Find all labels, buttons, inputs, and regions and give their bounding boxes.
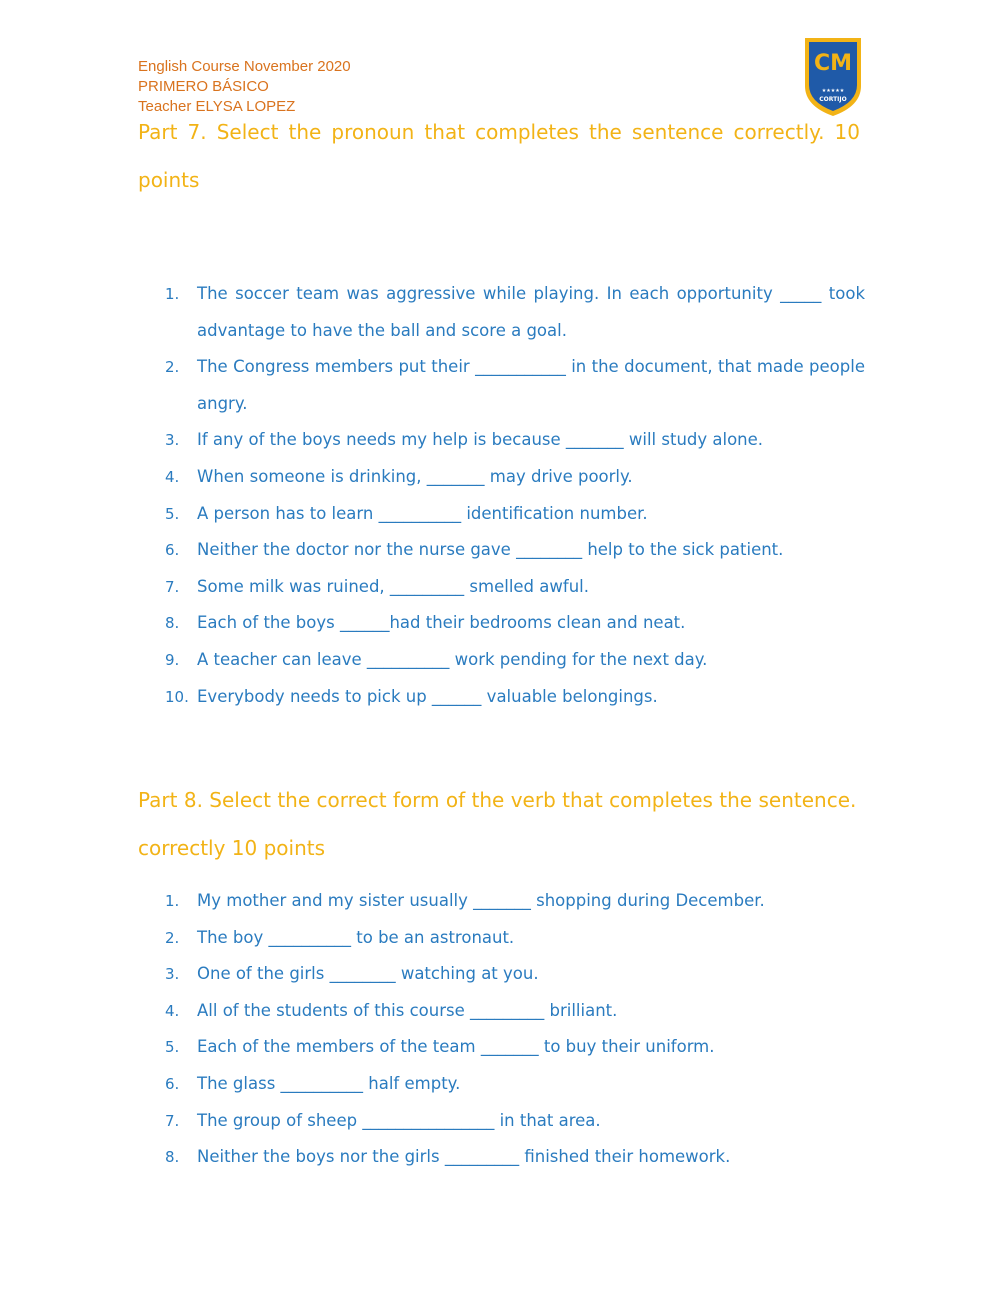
question-number: 1.	[165, 892, 180, 910]
question-number: 3.	[165, 965, 180, 984]
question-item	[165, 679, 865, 716]
question-item	[165, 349, 865, 422]
question-number: 2.	[165, 928, 180, 947]
question-number: 10.	[165, 687, 189, 706]
question-number: 4.	[165, 1001, 180, 1020]
question-number: 6.	[165, 541, 180, 560]
question-item	[165, 1139, 865, 1176]
part7-title: Part 7. Select the pronoun that completes the sentence correctly. 10 points	[138, 120, 860, 192]
question-number: 9.	[165, 650, 180, 669]
question-item	[165, 496, 865, 533]
question-number: 1.	[165, 285, 180, 303]
question-item	[165, 569, 865, 606]
question-number: 3.	[165, 431, 180, 450]
question-number: 8.	[165, 1148, 180, 1167]
question-number: 8.	[165, 614, 180, 633]
question-item	[165, 642, 865, 679]
question-text: If any of the boys needs my help is because _______ will study alone.	[197, 430, 764, 450]
question-item	[165, 1029, 865, 1066]
logo-stars: ★★★★★	[821, 88, 845, 94]
question-number: 5.	[165, 504, 180, 523]
question-number: 6.	[165, 1074, 180, 1093]
part8-title: Part 8. Select the correct form of the verb that completes the sentence. correctly 10 points	[138, 788, 857, 860]
course-line: English Course November 2020	[138, 58, 351, 75]
question-text: Each of the boys ______had their bedrooms clean and neat.	[197, 613, 686, 633]
question-text: A teacher can leave __________ work pending for the next day.	[197, 649, 708, 669]
question-text: The Congress members put their ___________ in the document, that made people angry.	[197, 357, 865, 413]
question-text: Everybody needs to pick up ______ valuable belongings.	[197, 686, 658, 706]
question-number: 2.	[165, 358, 180, 377]
grade-line: PRIMERO BÁSICO	[138, 78, 269, 95]
question-text: All of the students of this course _________ brilliant.	[197, 1000, 618, 1020]
logo-letters: CM	[813, 51, 853, 76]
question-text: The boy __________ to be an astronaut.	[197, 927, 515, 947]
question-item	[165, 532, 865, 569]
question-text: Neither the boys nor the girls _________ finished their homework.	[197, 1147, 731, 1167]
question-item	[165, 993, 865, 1030]
question-item	[165, 956, 865, 993]
question-text: Some milk was ruined, _________ smelled awful.	[197, 576, 589, 596]
logo-caption: CORTIJO	[819, 96, 847, 103]
question-number: 4.	[165, 467, 180, 486]
question-number: 7.	[165, 1111, 180, 1130]
question-item	[165, 920, 865, 957]
question-item	[165, 605, 865, 642]
question-text: Each of the members of the team _______ to buy their uniform.	[197, 1037, 715, 1057]
part8-question-list	[165, 883, 865, 1176]
school-logo	[802, 34, 864, 118]
question-item	[165, 459, 865, 496]
question-text: When someone is drinking, _______ may drive poorly.	[197, 466, 633, 486]
question-item	[165, 1066, 865, 1103]
question-text: My mother and my sister usually _______ shopping during December.	[197, 891, 765, 910]
question-text: The soccer team was aggressive while playing. In each opportunity _____ took advantage to have the ball and score a goal.	[197, 284, 865, 340]
question-text: The glass __________ half empty.	[197, 1073, 461, 1093]
question-text: A person has to learn __________ identification number.	[197, 503, 648, 523]
question-number: 5.	[165, 1038, 180, 1057]
question-item	[165, 422, 865, 459]
question-text: The group of sheep ________________ in that area.	[197, 1110, 601, 1130]
question-item	[165, 883, 865, 920]
question-number: 7.	[165, 577, 180, 596]
question-item	[165, 1103, 865, 1140]
question-item	[165, 276, 865, 349]
teacher-line: Teacher ELYSA LOPEZ	[138, 98, 296, 115]
question-text: One of the girls ________ watching at you.	[197, 964, 539, 984]
part7-question-list	[165, 276, 865, 715]
question-text: Neither the doctor nor the nurse gave ________ help to the sick patient.	[197, 540, 784, 560]
